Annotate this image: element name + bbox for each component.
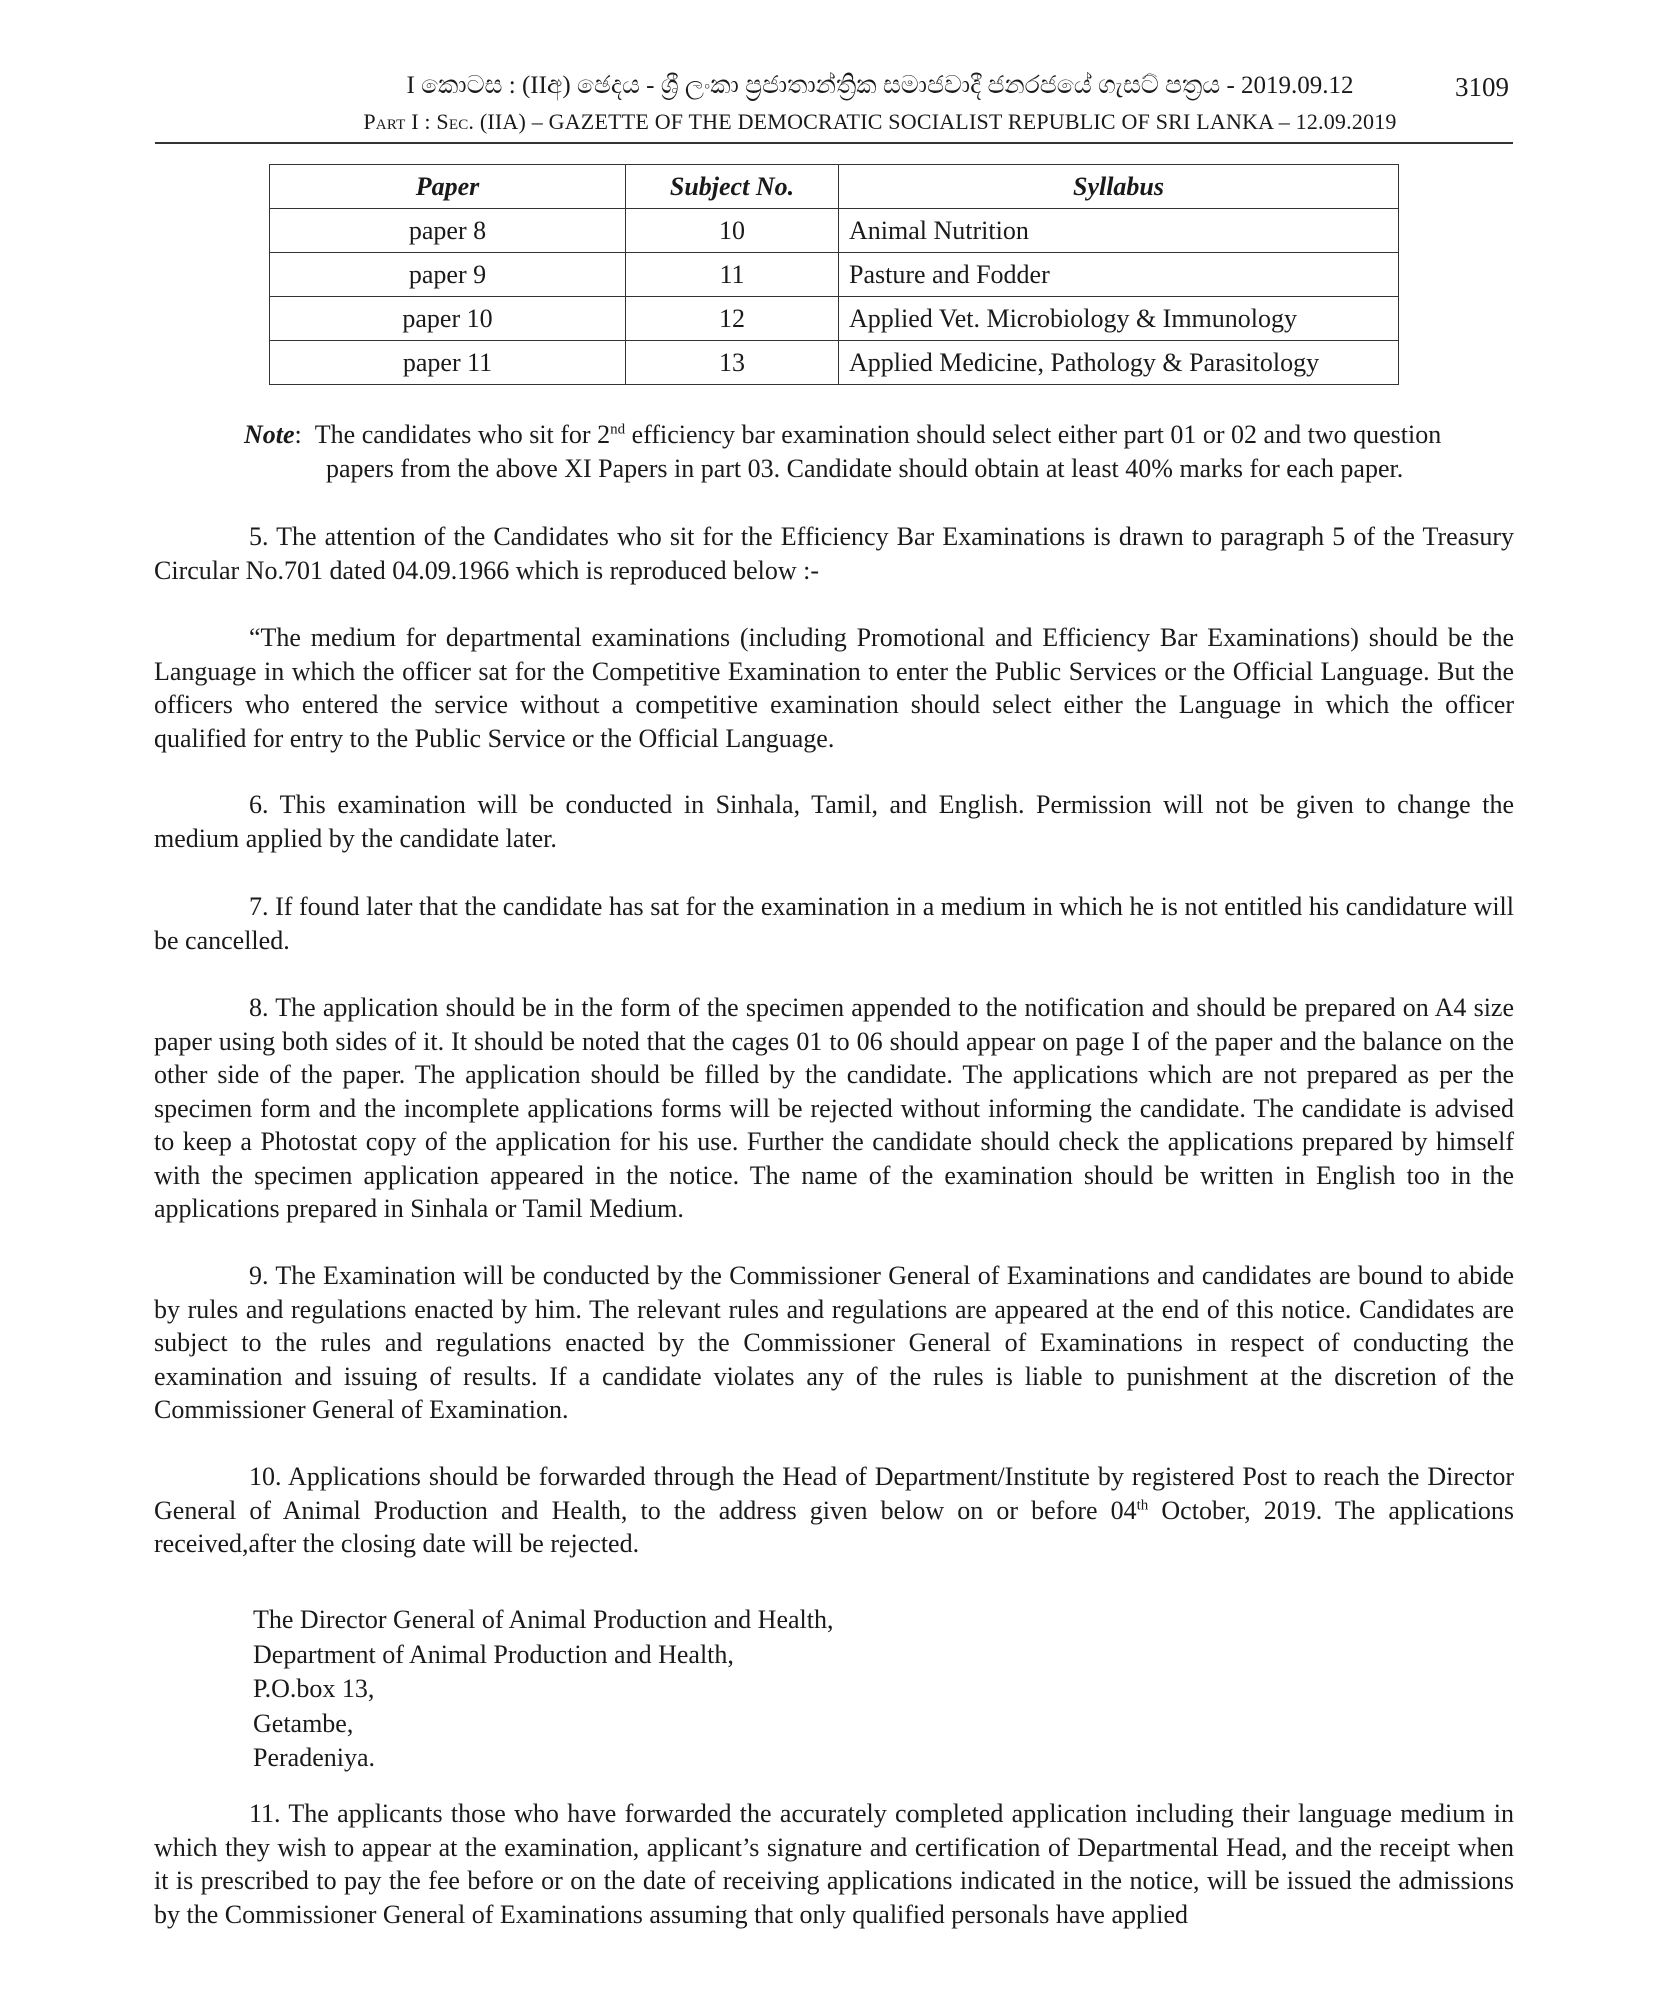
note-text-end: efficiency bar examination should select either part 01 or 02 and two question <box>625 420 1442 449</box>
paragraph-9 <box>154 1259 1514 1427</box>
header-sinhala-line: I කොටස : (IIඅ) ඡෙදය - ශ්‍රී ලංකා ප්‍රජාතාන්ත්‍රික සමාජවාදී ජනරජයේ ගැසට් පත්‍රය - 2019.09.12 <box>406 72 1354 99</box>
page-number: 3109 <box>1455 72 1509 102</box>
cell-paper: paper 9 <box>270 253 626 297</box>
paragraph-8 <box>154 991 1514 1226</box>
paragraph-11 <box>154 1797 1514 1931</box>
note-label: Note <box>244 420 295 449</box>
cell-subject-no: 11 <box>626 253 839 297</box>
paragraph-quote <box>154 621 1514 755</box>
address-line: P.O.box 13, <box>253 1674 375 1703</box>
column-header-paper: Paper <box>270 165 626 209</box>
paragraph-5-text: 5. The attention of the Candidates who sit for the Efficiency Bar Examinations is drawn to paragraph 5 of the Treasury Circular No.701 dated 04.09.1966 which is reproduced below :- <box>154 522 1514 585</box>
header-english-line: Part I : Sec. (IIA) – GAZETTE OF THE DEMOCRATIC SOCIALIST REPUBLIC OF SRI LANKA – 12.09.2019 <box>363 109 1397 134</box>
note-block: Note: The candidates who sit for 2nd efficiency bar examination should select either part 01 or 02 and two question papers from the above XI Papers in part 03. Candidate should obtain at least 40% marks for each paper. <box>244 418 1514 486</box>
address-block <box>253 1603 833 1776</box>
paragraph-7 <box>154 890 1514 957</box>
paragraph-6 <box>154 788 1514 855</box>
cell-syllabus: Animal Nutrition <box>839 209 1399 253</box>
paragraph-10-text-start: 10. Applications should be forwarded through the Head of Department/Institute by registered Post to reach the Director General of Animal Production and Health, to the address given below on or before 04 <box>154 1462 1514 1525</box>
note-second-line: papers from the above XI Papers in part 03. Candidate should obtain at least 40% marks for each paper. <box>326 454 1404 483</box>
paragraph-5 <box>154 520 1514 587</box>
column-header-subject-no: Subject No. <box>626 165 839 209</box>
table-row <box>270 209 1399 253</box>
table-row <box>270 341 1399 385</box>
cell-subject-no: 12 <box>626 297 839 341</box>
note-text-start: The candidates who sit for 2 <box>314 420 611 449</box>
cell-syllabus: Applied Medicine, Pathology & Parasitology <box>839 341 1399 385</box>
address-line: The Director General of Animal Production and Health, <box>253 1605 834 1634</box>
note-superscript: nd <box>610 421 626 438</box>
header-divider <box>155 142 1513 144</box>
syllabus-table <box>269 164 1399 385</box>
table-row <box>270 297 1399 341</box>
column-header-syllabus: Syllabus <box>839 165 1399 209</box>
table-row <box>270 253 1399 297</box>
paragraph-8-text: 8. The application should be in the form of the specimen appended to the notification and should be prepared on A4 size paper using both sides of it. It should be noted that the cages 01 to 06 should appear on page I of the paper and the balance on the other side of the paper. The application should be filled by the candidate. The applications which are not prepared as per the specimen form and the incomplete applications forms will be rejected without informing the candidate. The candidate is advised to keep a Photostat copy of the application for his use. Further the candidate should check the applications prepared by himself with the specimen application appeared in the notice. The name of the examination should be written in English too in the applications prepared in Sinhala or Tamil Medium. <box>154 993 1514 1223</box>
address-line: Peradeniya. <box>253 1743 376 1772</box>
paragraph-10-superscript: th <box>1136 1496 1149 1513</box>
table-header-row <box>270 165 1399 209</box>
address-line: Department of Animal Production and Health, <box>253 1639 734 1669</box>
cell-subject-no: 10 <box>626 209 839 253</box>
cell-syllabus: Pasture and Fodder <box>839 253 1399 297</box>
address-line: Getambe, <box>253 1708 354 1738</box>
cell-subject-no: 13 <box>626 341 839 385</box>
paragraph-10-text-end: October, 2019. The applications received,after the closing date will be rejected. <box>154 1495 1514 1558</box>
cell-paper: paper 8 <box>270 209 626 253</box>
paragraph-7-text: 7. If found later that the candidate has sat for the examination in a medium in which he is not entitled his candidature will be cancelled. <box>154 892 1514 955</box>
cell-paper: paper 10 <box>270 297 626 341</box>
cell-syllabus: Applied Vet. Microbiology & Immunology <box>839 297 1399 341</box>
paragraph-11-text: 11. The applicants those who have forwarded the accurately completed application including their language medium in which they wish to appear at the examination, applicant’s signature and certification of Departmental Head, and the receipt when it is prescribed to pay the fee before or on the date of receiving applications indicated in the notice, will be issued the admissions by the Commissioner General of Examinations assuming that only qualified personals have applied <box>154 1799 1514 1929</box>
paragraph-6-text: 6. This examination will be conducted in Sinhala, Tamil, and English. Permission will not be given to change the medium applied by the candidate later. <box>154 790 1514 853</box>
paragraph-10 <box>154 1460 1514 1561</box>
cell-paper: paper 11 <box>270 341 626 385</box>
paragraph-quote-text: “The medium for departmental examinations (including Promotional and Efficiency Bar Examinations) should be the Language in which the officer sat for the Competitive Examination to enter the Public Services or the Official Language. But the officers who entered the service without a competitive examination should select either the Language in which the officer qualified for entry to the Public Service or the Official Language. <box>154 623 1514 753</box>
paragraph-9-text: 9. The Examination will be conducted by the Commissioner General of Examinations and candidates are bound to abide by rules and regulations enacted by him. The relevant rules and regulations are appeared at the end of this notice. Candidates are subject to the rules and regulations enacted by the Commissioner General of Examinations in respect of conducting the examination and issuing of results. If a candidate violates any of the rules is liable to punishment at the discretion of the Commissioner General of Examination. <box>154 1261 1514 1424</box>
